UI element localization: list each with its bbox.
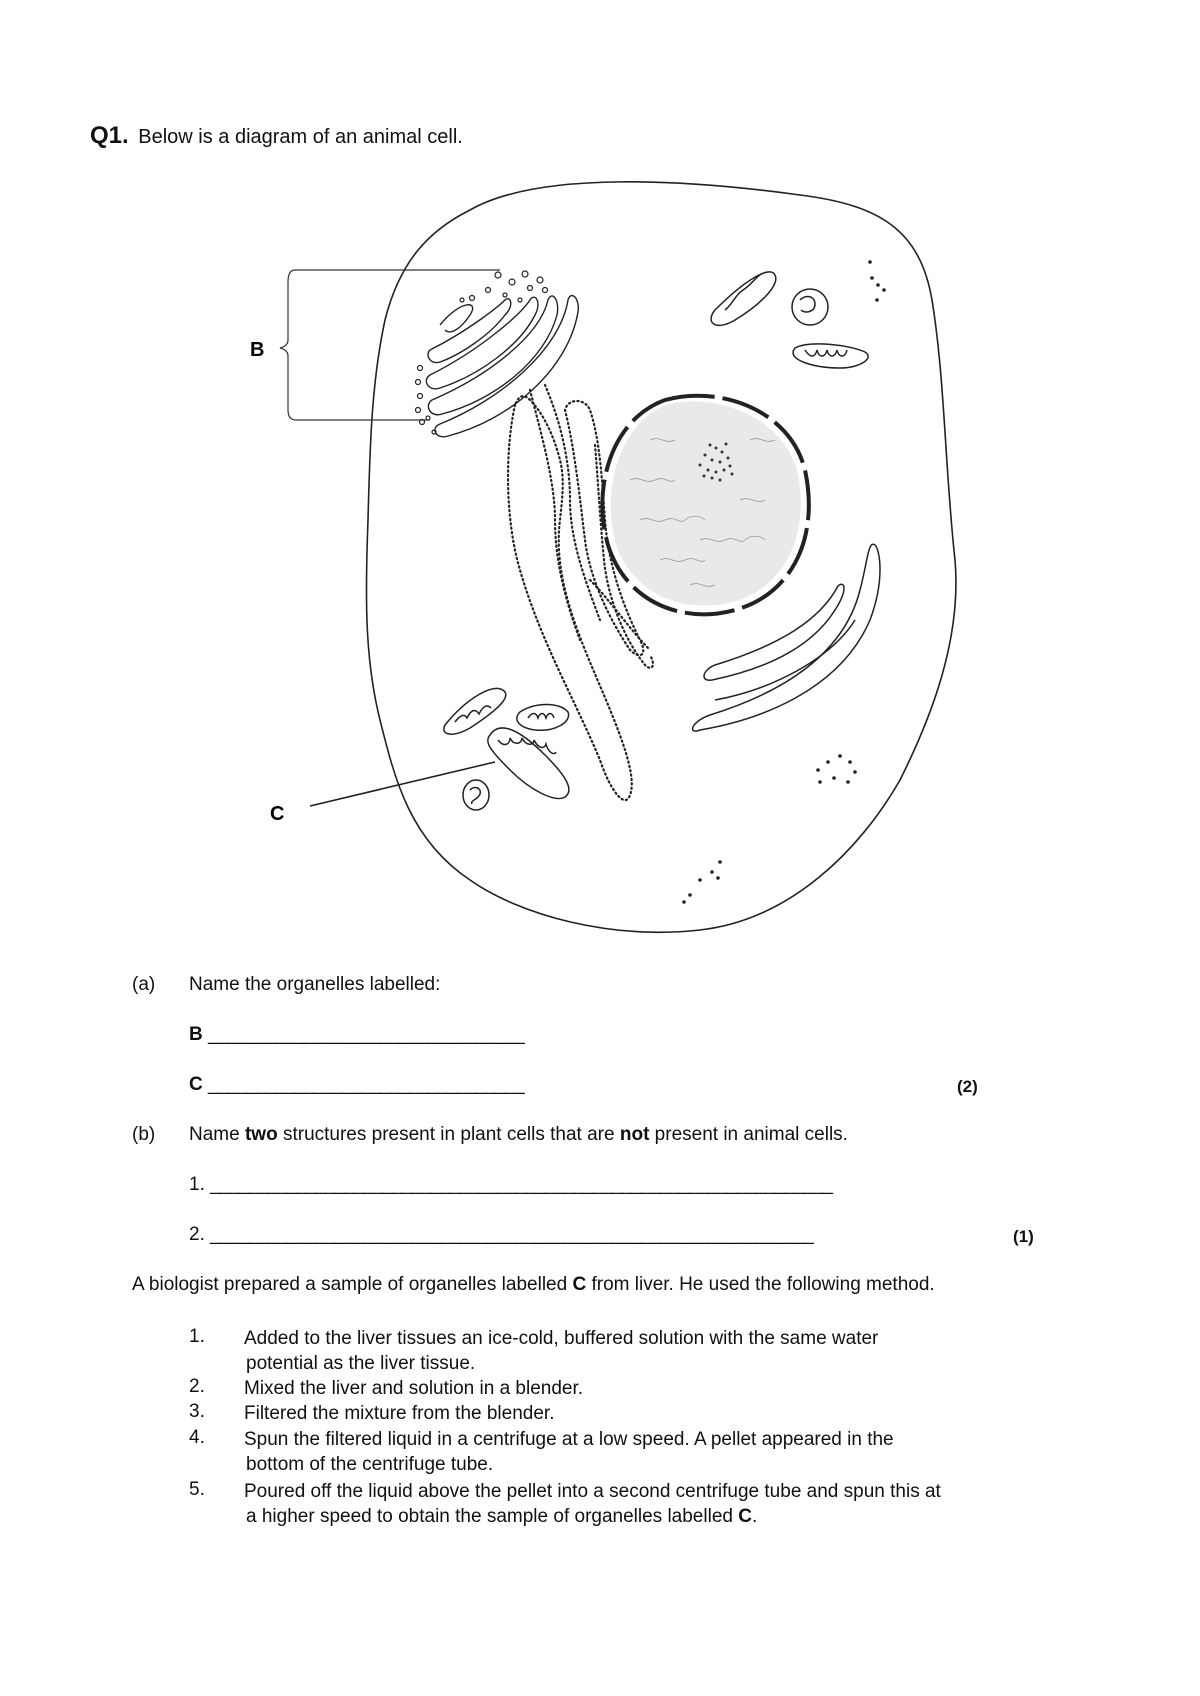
part-b-bold-not: not: [619, 1124, 650, 1145]
answer-1-blank[interactable]: _________________________________________________________________: [210, 1174, 832, 1195]
label-b: B: [250, 339, 265, 361]
step-5-line-2-text: a higher speed to obtain the sample of organelles labelled: [246, 1506, 739, 1527]
question-intro: Below is a diagram of an animal cell.: [138, 126, 463, 148]
answer-2-row[interactable]: [189, 1224, 813, 1246]
method-intro-text-2: from liver. He used the following method.: [586, 1274, 935, 1295]
part-b-bold-two: two: [244, 1124, 278, 1145]
step-2-number: 2.: [189, 1376, 205, 1397]
answer-b-row[interactable]: [189, 1024, 524, 1046]
answer-2-blank[interactable]: _______________________________________________________________: [210, 1224, 813, 1245]
step-1-text: [244, 1326, 1084, 1376]
step-5-period: .: [751, 1506, 758, 1527]
part-b-prompt-text-1: Name: [189, 1124, 245, 1145]
part-a-label: (a): [132, 974, 156, 995]
step-5-line-2: [244, 1504, 1084, 1529]
answer-b-letter: B: [189, 1024, 203, 1045]
method-intro-text-1: A biologist prepared a sample of organelles labelled: [132, 1274, 573, 1295]
answer-1-number: 1.: [189, 1174, 205, 1195]
part-b-marks: (1): [1013, 1227, 1034, 1246]
step-5-line-1: Poured off the liquid above the pellet into a second centrifuge tube and spun this at: [244, 1481, 941, 1502]
method-intro-bold-c: C: [572, 1274, 587, 1295]
part-b-prompt: [189, 1124, 848, 1146]
step-5-text: [244, 1479, 1084, 1529]
nucleus: [602, 396, 808, 615]
step-5-number: 5.: [189, 1479, 205, 1500]
part-a-prompt: Name the organelles labelled:: [189, 974, 441, 995]
step-1-number: 1.: [189, 1326, 205, 1347]
part-b-prompt-text-2: structures present in plant cells that are: [277, 1124, 620, 1145]
answer-b-blank[interactable]: _________________________________: [208, 1024, 524, 1045]
step-4-line-2: bottom of the centrifuge tube.: [246, 1454, 494, 1475]
part-b-label: (b): [132, 1124, 156, 1145]
step-5-bold-c: C: [738, 1506, 752, 1527]
part-b-prompt-text-3: present in animal cells.: [649, 1124, 848, 1145]
answer-1-row[interactable]: [189, 1174, 832, 1196]
step-4-text: [244, 1427, 1084, 1477]
step-4-line-1: Spun the filtered liquid in a centrifuge at a low speed. A pellet appeared in the: [244, 1429, 894, 1450]
label-c: C: [270, 803, 285, 825]
mitochondrion-c: [488, 728, 569, 799]
method-intro: [132, 1274, 935, 1296]
label-b-bracket: [280, 270, 500, 420]
step-4-number: 4.: [189, 1427, 205, 1448]
step-1-line-1: Added to the liver tissues an ice-cold, buffered solution with the same water: [244, 1328, 879, 1349]
answer-c-blank[interactable]: _________________________________: [208, 1074, 524, 1095]
answer-c-letter: C: [189, 1074, 203, 1095]
step-3-text: Filtered the mixture from the blender.: [244, 1403, 555, 1424]
question-number: Q1.: [90, 122, 129, 149]
answer-2-number: 2.: [189, 1224, 205, 1245]
step-3-number: 3.: [189, 1401, 205, 1422]
step-2-text: Mixed the liver and solution in a blender.: [244, 1378, 584, 1399]
step-1-line-2: potential as the liver tissue.: [246, 1353, 476, 1374]
answer-c-row[interactable]: [189, 1074, 524, 1096]
part-a-marks: (2): [957, 1077, 978, 1096]
golgi-vesicles: [416, 271, 548, 434]
